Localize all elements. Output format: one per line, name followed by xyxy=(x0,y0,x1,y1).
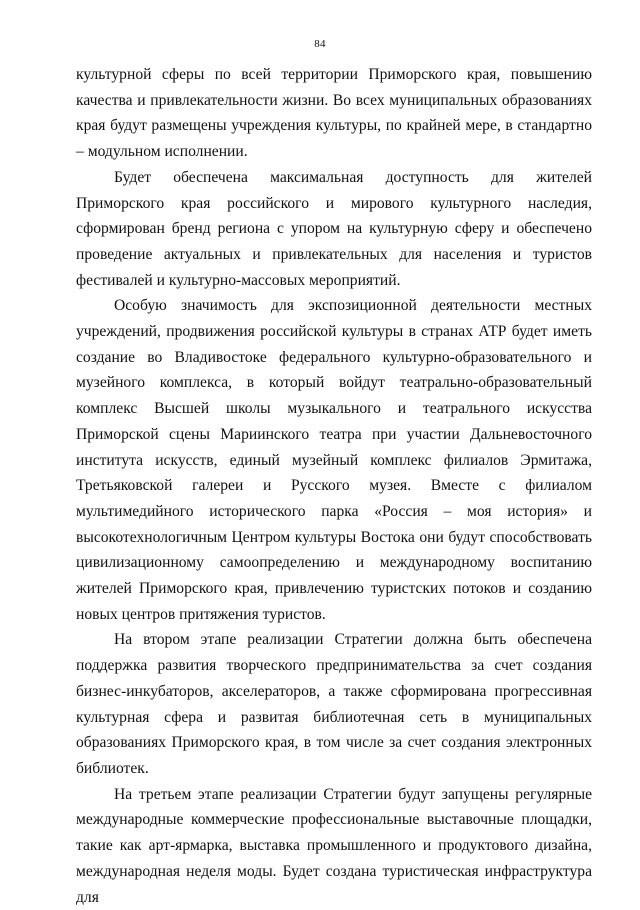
paragraph-continuation: культурной сферы по всей территории Приморского края, повышению качества и привлекательности жизни. Во всех муниципальных образованиях края будут размещены учреждения культуры, по крайней мере, в стандартно – модульном исполнении. xyxy=(76,66,592,161)
paragraph-museum-complex: Особую значимость для экспозиционной деятельности местных учреждений, продвижения российской культуры в странах АТР будет иметь создание во Владивостоке федерального культурно-образовательного и музейного комплекса, в который войдут театрально-образовательный комплекс Высшей школы музыкального и театрального искусства Приморской сцены Мариинского театра при участии Дальневосточного института искусств, единый музейный комплекс филиалов Эрмитажа, Третьяковской галереи и Русского музея. Вместе с филиалом мультимедийного исторического парка «Россия – моя история» и высокотехнологичным Центром культуры Востока они будут способствовать цивилизационному самоопределению и международному воспитанию жителей Приморского края, привлечению туристских потоков и созданию новых центров притяжения туристов. xyxy=(76,297,592,623)
document-body xyxy=(76,62,592,910)
paragraph-third-stage: На третьем этапе реализации Стратегии будут запущены регулярные международные коммерческие профессиональные выставочные площадки, такие как арт-ярмарка, выставка промышленного и продуктового дизайна, международная неделя моды. Будет создана туристическая инфраструктура для xyxy=(76,785,592,906)
paragraph-accessibility: Будет обеспечена максимальная доступность для жителей Приморского края российского и мирового культурного наследия, сформирован бренд региона с упором на культурную сферу и обеспечено проведение актуальных и привлекательных для населения и туристов фестивалей и культурно-массовых мероприятий. xyxy=(76,168,592,289)
page-number: 84 xyxy=(314,38,326,50)
paragraph-second-stage: На втором этапе реализации Стратегии должна быть обеспечена поддержка развития творческого предпринимательства за счет создания бизнес-инкубаторов, акселераторов, а также сформирована прогрессивная культурная сфера и развитая библиотечная сеть в муниципальных образованиях Приморского края, в том числе за счет создания электронных библиотек. xyxy=(76,631,592,777)
